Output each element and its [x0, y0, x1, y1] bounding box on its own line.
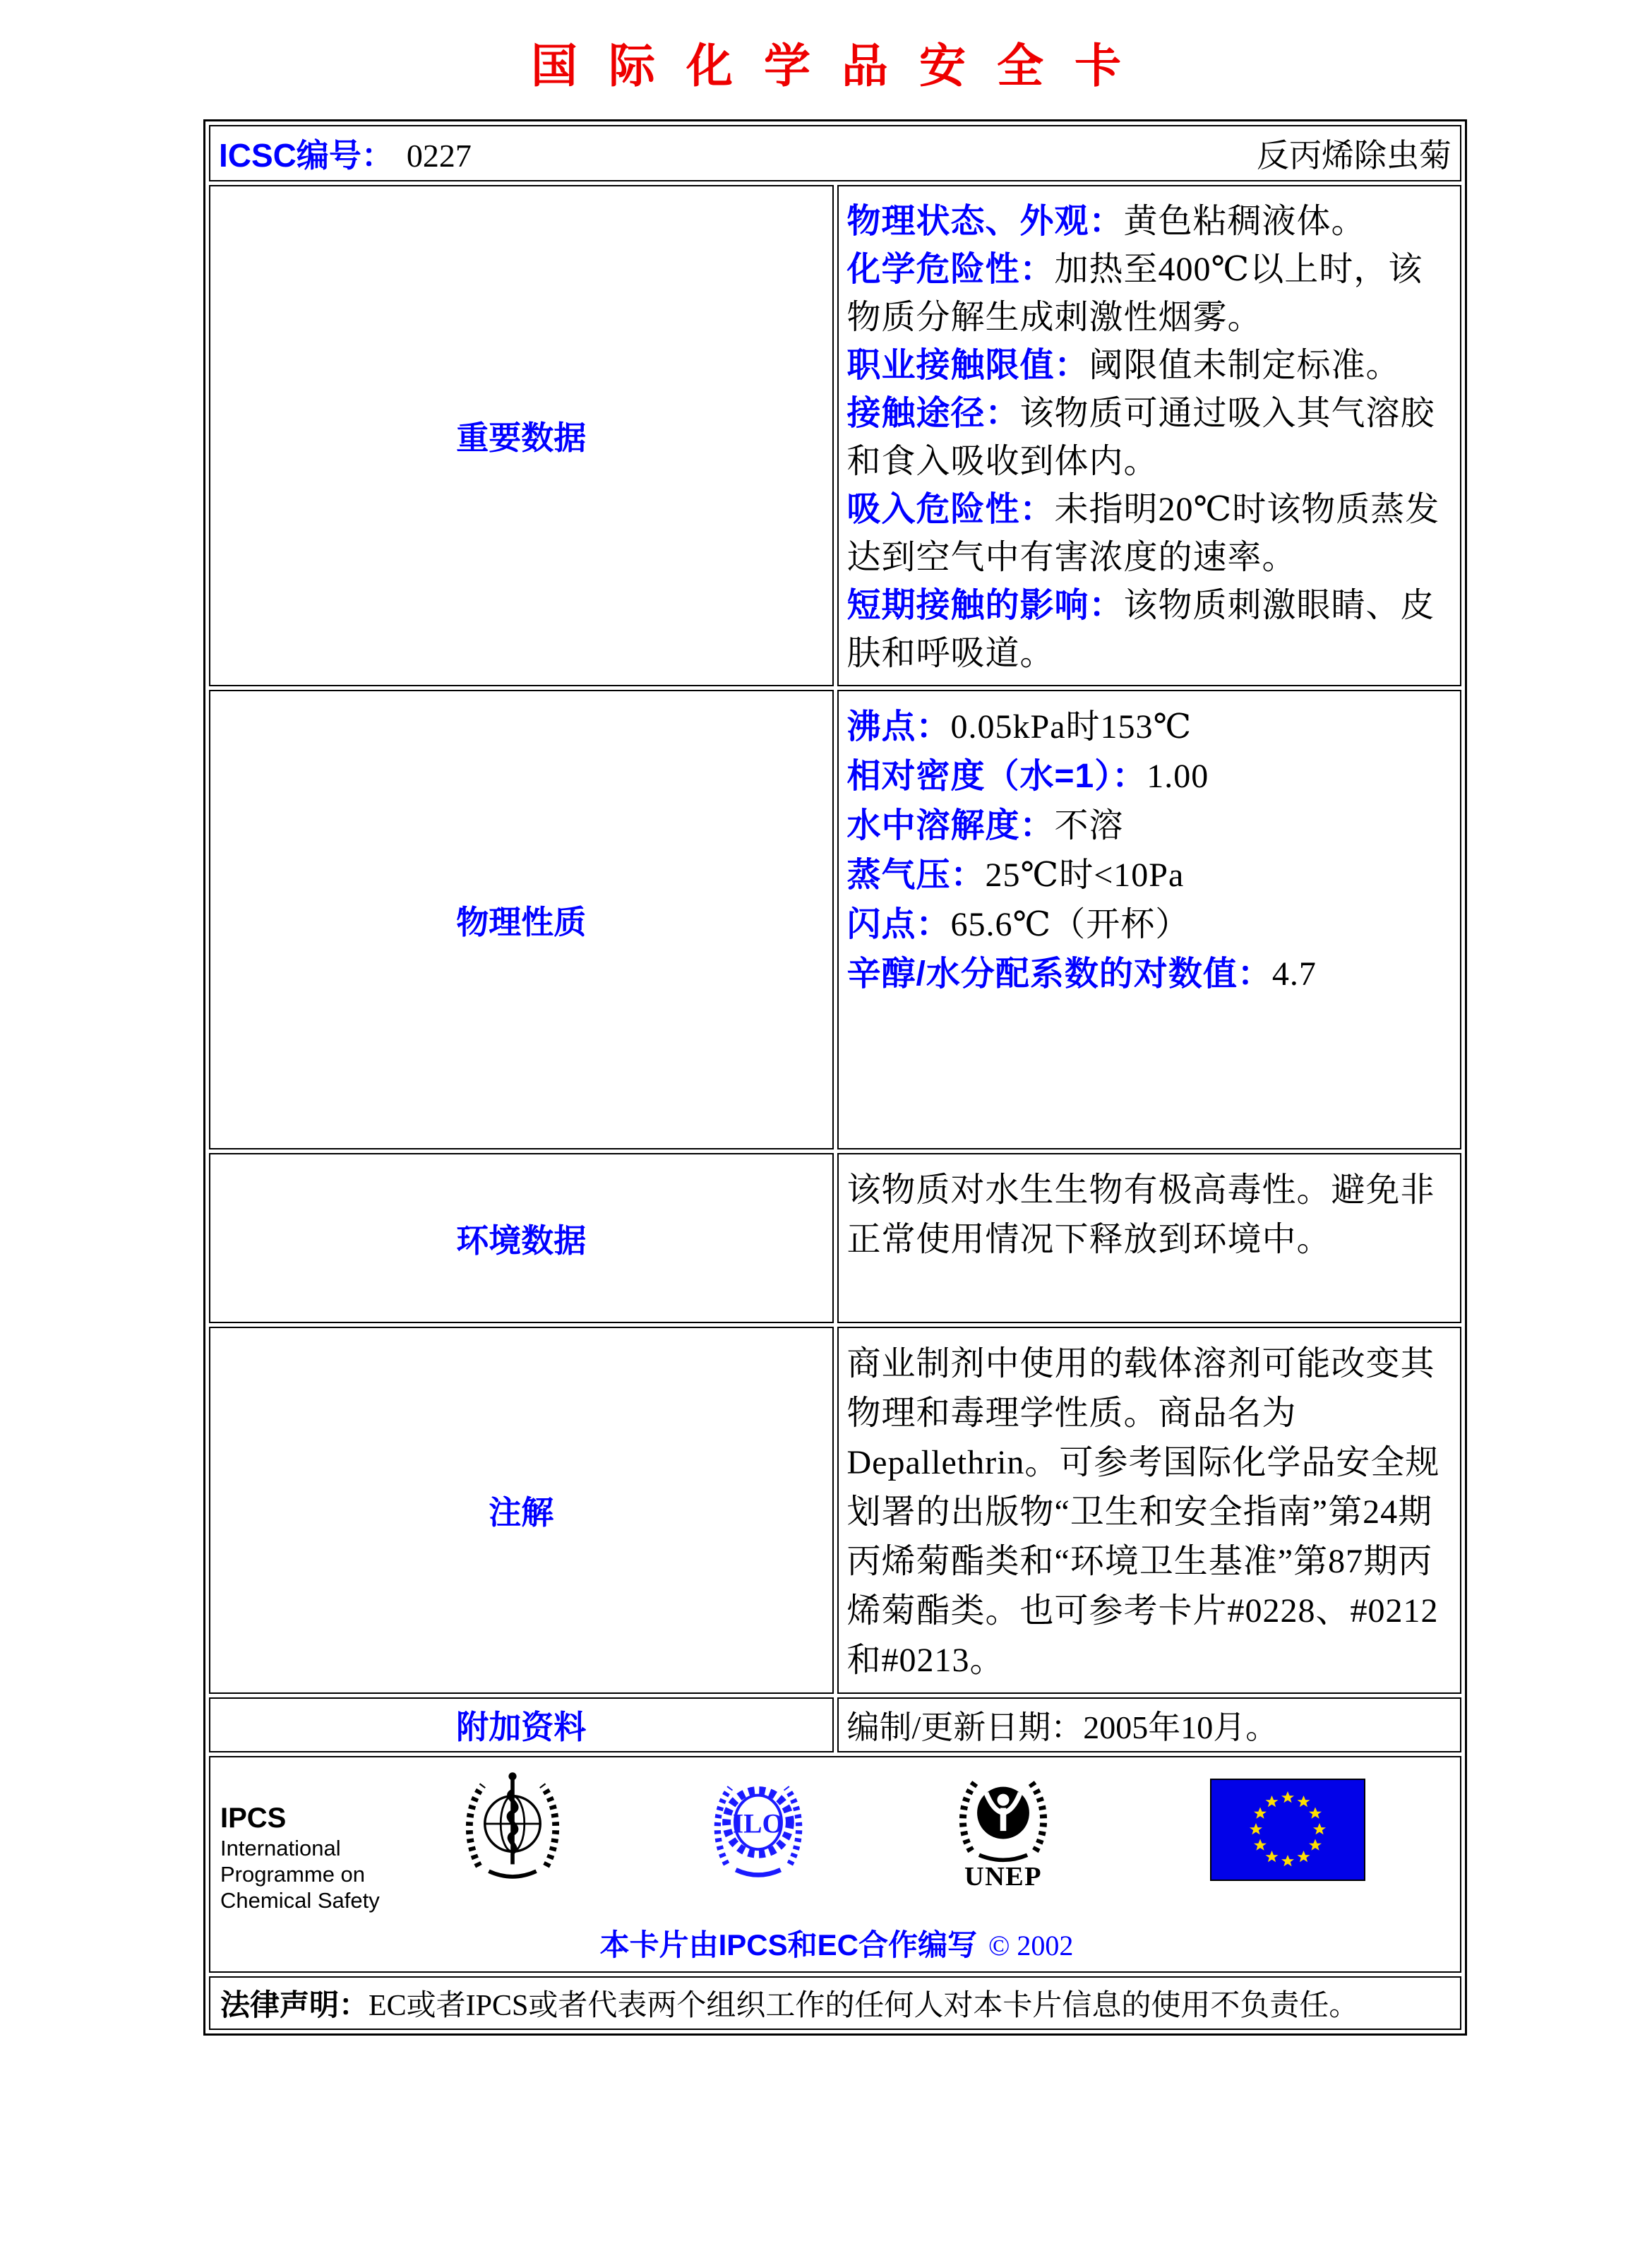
ilo-logo-icon: [712, 1769, 805, 1885]
environmental-data-content: [837, 1153, 1462, 1323]
who-logo-icon: [463, 1769, 562, 1889]
legal-label: 法律声明：: [220, 1988, 369, 2021]
kv-line: [847, 851, 1444, 900]
kv-key: 物理状态、外观：: [846, 203, 1124, 240]
kv-key: 职业接触限值：: [846, 347, 1089, 384]
kv-value: 该物质刺激眼睛、皮肤和呼吸道。: [846, 587, 1435, 672]
logos-cell: [209, 1756, 1461, 1973]
kv-value: 25℃时<10Pa: [985, 856, 1185, 894]
additional-info-content: [837, 1697, 1462, 1752]
logo-row: [220, 1769, 1453, 1913]
kv-line: [847, 246, 1444, 342]
ipcs-line: Chemical Safety: [220, 1888, 380, 1913]
kv-line: [847, 486, 1444, 582]
kv-line: [847, 390, 1444, 486]
row-physical-properties: [209, 690, 1461, 1149]
kv-key: 蒸气压：: [846, 856, 986, 894]
kv-key: 化学危险性：: [846, 251, 1055, 288]
notes-text: 商业制剂中使用的载体溶剂可能改变其物理和毒理学性质。商品名为Depallethrin。可参考国际化学品安全规划署的出版物“卫生和安全指南”第24期丙烯菊酯类和“环境卫生基准”第87期丙烯菊酯类。也可参考卡片#0228、#0212和#0213。: [846, 1345, 1440, 1679]
header-cell: [209, 125, 1461, 181]
kv-line: [847, 342, 1444, 390]
kv-key: 水中溶解度：: [846, 807, 1055, 844]
ipcs-line: International: [220, 1836, 341, 1860]
kv-line: [847, 582, 1444, 678]
legal-text: EC或者IPCS或者代表两个组织工作的任何人对本卡片信息的使用不负责任。: [369, 1990, 1359, 2022]
row-legal: [209, 1976, 1461, 2030]
section-label-important-data: 重要数据: [209, 185, 834, 686]
kv-line: [847, 801, 1444, 851]
chemical-name: 反丙烯除虫菊: [1257, 138, 1452, 174]
kv-key: 短期接触的影响：: [846, 587, 1124, 624]
kv-value: 0.05kPa时153℃: [950, 708, 1192, 746]
physical-properties-content: [837, 690, 1462, 1149]
kv-key: 闪点：: [846, 906, 951, 943]
kv-key: 吸入危险性：: [846, 491, 1055, 528]
additional-info-text: 编制/更新日期：2005年10月。: [846, 1709, 1279, 1745]
footer-copyright: © 2002: [988, 1930, 1074, 1961]
unep-logo-icon: [953, 1769, 1053, 1890]
kv-key: 辛醇/水分配系数的对数值：: [846, 955, 1272, 993]
row-environmental-data: [209, 1153, 1461, 1323]
row-logos: [209, 1756, 1461, 1973]
page-title: 国际化学品安全卡: [531, 38, 1152, 93]
kv-value: 阈限值未制定标准。: [1089, 347, 1401, 384]
footer-caption-row: [220, 1922, 1453, 1964]
section-label-environmental-data: 环境数据: [209, 1153, 834, 1323]
kv-line: [847, 198, 1444, 246]
kv-value: 未指明20℃时该物质蒸发达到空气中有害浓度的速率。: [846, 491, 1440, 576]
kv-value: 加热至400℃以上时，该物质分解生成刺激性烟雾。: [846, 251, 1423, 336]
kv-value: 4.7: [1271, 955, 1317, 993]
kv-line: [847, 752, 1444, 801]
icsc-number-group: [219, 130, 472, 177]
header-row: [209, 125, 1461, 181]
kv-value: 65.6℃（开杯）: [950, 906, 1190, 943]
ipcs-line: Programme on: [220, 1862, 366, 1887]
ipcs-block: [220, 1769, 432, 1913]
icsc-number: 0227: [406, 138, 472, 174]
kv-key: 相对密度（水=1）：: [846, 758, 1147, 795]
row-important-data: [209, 185, 1461, 686]
footer-caption: 本卡片由IPCS和EC合作编写: [599, 1928, 977, 1961]
section-label-physical-properties: 物理性质: [209, 690, 834, 1149]
ipcs-title: IPCS: [220, 1803, 287, 1834]
environmental-data-text: 该物质对水生生物有极高毒性。避免非正常使用情况下释放到环境中。: [846, 1171, 1435, 1258]
kv-value: 该物质可通过吸入其气溶胶和食入吸收到体内。: [846, 395, 1435, 480]
kv-line: [847, 703, 1444, 752]
row-notes: [209, 1327, 1461, 1694]
notes-content: [837, 1327, 1462, 1694]
important-data-content: [837, 185, 1462, 686]
kv-line: [847, 900, 1444, 950]
section-label-notes: 注解: [209, 1327, 834, 1694]
unep-letters: UNEP: [964, 1861, 1043, 1890]
card-table: [203, 119, 1467, 2036]
row-additional-info: [209, 1697, 1461, 1752]
section-label-additional-info: 附加资料: [209, 1697, 834, 1752]
kv-key: 接触途径：: [846, 395, 1020, 432]
legal-cell: [209, 1976, 1461, 2030]
eu-flag-icon: [1210, 1779, 1365, 1881]
kv-value: 1.00: [1147, 758, 1209, 795]
kv-value: 黄色粘稠液体。: [1123, 203, 1366, 240]
kv-line: [847, 950, 1444, 999]
kv-value: 不溶: [1054, 807, 1124, 844]
ilo-letters: ILO: [732, 1808, 784, 1839]
kv-key: 沸点：: [846, 708, 951, 746]
icsc-label: ICSC编号：: [219, 137, 394, 174]
